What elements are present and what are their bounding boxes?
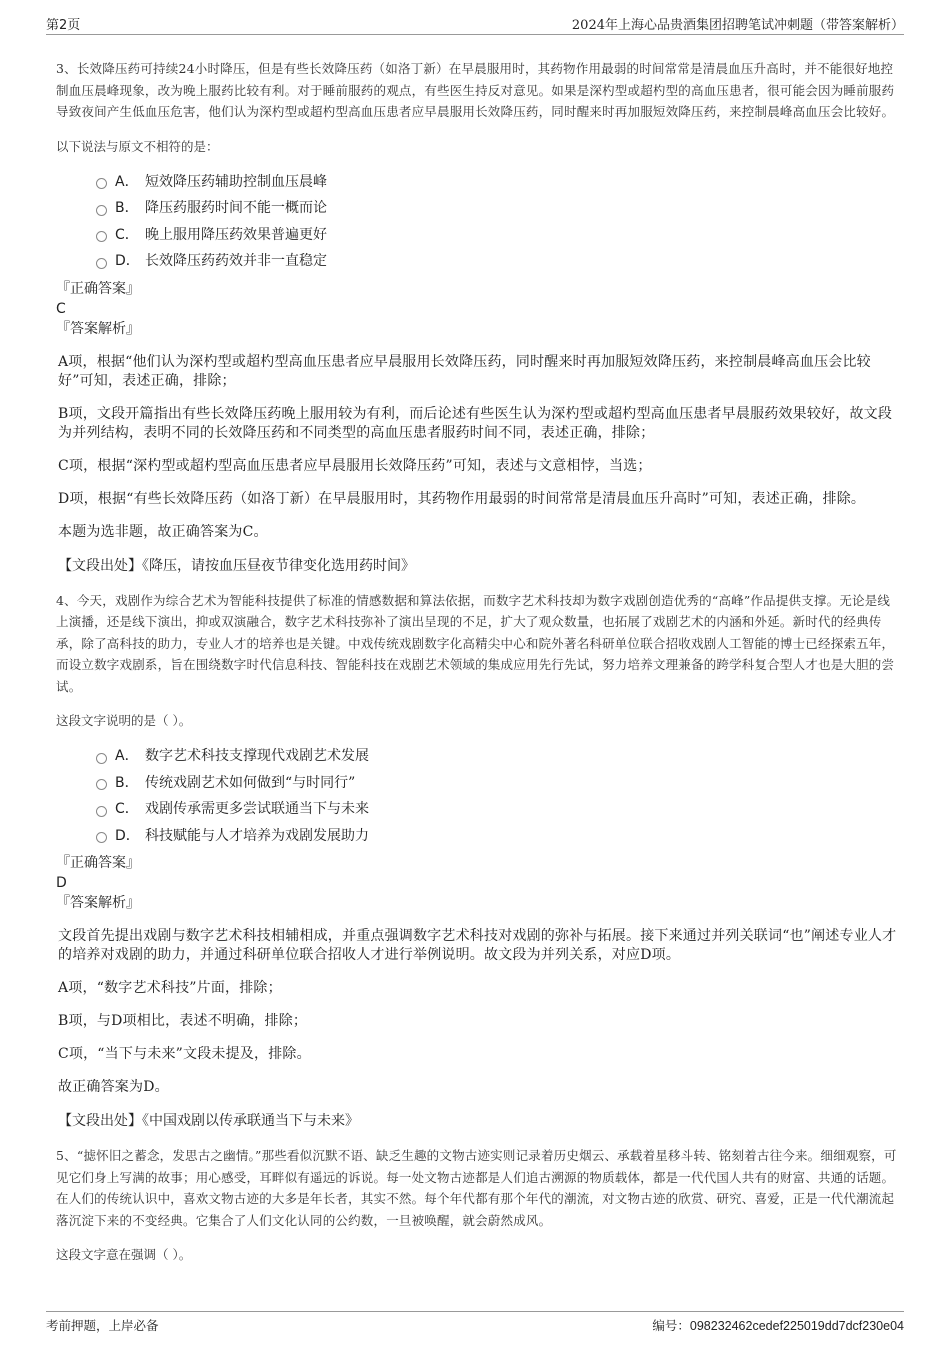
option-a[interactable]: A． 短效降压药辅助控制血压晨峰 <box>96 169 898 196</box>
analysis-heading: 『答案解析』 <box>56 895 140 911</box>
option-c[interactable]: C． 晚上服用降压药效果普遍更好 <box>96 222 898 249</box>
page-footer <box>46 1311 904 1336</box>
analysis-paragraph: B项，与D项相比，表述不明确，排除； <box>58 1013 308 1029</box>
document-title: 2024年上海心品贵酒集团招聘笔试冲刺题（带答案解析） <box>571 18 904 33</box>
question-3 <box>56 58 898 576</box>
options-list <box>96 169 898 275</box>
option-d[interactable]: D． 长效降压药药效并非一直稳定 <box>96 248 898 275</box>
analysis-paragraph: D项，根据“有些长效降压药（如洛丁新）在早晨服用时，其药物作用最弱的时间常常是清晨血压升高时”可知，表述正确，排除。 <box>58 490 866 507</box>
option-b[interactable]: B． 传统戏剧艺术如何做到“与时同行” <box>96 770 898 797</box>
footer-slogan: 考前押题，上岸必备 <box>46 1318 159 1333</box>
option-c[interactable]: C． 戏剧传承需更多尝试联通当下与未来 <box>96 796 898 823</box>
options-list <box>96 743 898 849</box>
answer-heading: 『正确答案』 <box>56 855 140 871</box>
radio-icon[interactable] <box>96 258 107 269</box>
question-prompt: 这段文字意在强调（ ）。 <box>56 1247 192 1262</box>
question-prompt: 以下说法与原文不相符的是： <box>56 138 219 154</box>
question-prompt: 这段文字说明的是（ ）。 <box>56 713 192 728</box>
analysis-paragraph: A项，根据“他们认为深杓型或超杓型高血压患者应早晨服用长效降压药，同时醒来时再加服短效降压药，来控制晨峰高血压会比较好”可知，表述正确，排除； <box>58 353 871 389</box>
page-number: 第2页 <box>46 18 81 33</box>
option-b[interactable]: B． 降压药服药时间不能一概而论 <box>96 195 898 222</box>
answer-heading: 『正确答案』 <box>56 280 140 297</box>
question-5 <box>56 1145 898 1265</box>
question-passage: 4、今天，戏剧作为综合艺术为智能科技提供了标准的情感数据和算法依据，而数字艺术科技却为数字戏剧创造优秀的“高峰”作品提供支撑。无论是线上演播，还是线下演出，抑或双演融合，数字艺术科技弥补了演出呈现的不足，扩大了观众数量，也拓展了戏剧艺术的内涵和外延。新时代的经典传承，除了高科技的助力，专业人才的培养也是关键。中戏传统戏剧数字化高精尖中心和院外著名科研单位联合招收戏剧人工智能的博士已经探索五年，而设立数字戏剧系，旨在围绕数字时代信息科技、智能科技在戏剧艺术领域的集成应用先行先试，努力培养文理兼备的跨学科复合型人才也是大胆的尝试。 <box>56 592 895 694</box>
analysis-paragraph: A项，“数字艺术科技”片面，排除； <box>58 980 282 996</box>
correct-answer: C <box>56 300 66 317</box>
analysis-paragraph: C项，根据“深杓型或超杓型高血压患者应早晨服用长效降压药”可知，表述与文意相悖，当选； <box>58 457 652 474</box>
page-header <box>46 12 904 35</box>
option-a[interactable]: A． 数字艺术科技支撑现代戏剧艺术发展 <box>96 743 898 770</box>
radio-icon[interactable] <box>96 231 107 242</box>
radio-icon[interactable] <box>96 753 107 764</box>
analysis-paragraph: 文段首先提出戏剧与数字艺术科技相辅相成，并重点强调数字艺术科技对戏剧的弥补与拓展。接下来通过并列关联词“也”阐述专业人才的培养对戏剧的助力，并通过科研单位联合招收人才进行举例说明。故文段为并列关系，对应D项。 <box>58 928 897 963</box>
question-passage: 3、长效降压药可持续24小时降压，但是有些长效降压药（如洛丁新）在早晨服用时，其药物作用最弱的时间常常是清晨血压升高时，并不能很好地控制血压晨峰现象，改为晚上服药比较有利。对于睡前服药的观点，有些医生持反对意见。如果是深杓型或超杓型的高血压患者，很可能会因为睡前服药导致夜间产生低血压危害，他们认为深杓型或超杓型高血压患者应早晨服用长效降压药，同时醒来时再加服短效降压药，来控制晨峰高血压会比较好。 <box>56 61 895 119</box>
analysis-paragraph: C项，“当下与未来”文段未提及，排除。 <box>58 1046 311 1062</box>
radio-icon[interactable] <box>96 178 107 189</box>
source-citation: 【文段出处】《降压，请按血压昼夜节律变化选用药时间》 <box>58 557 415 574</box>
radio-icon[interactable] <box>96 806 107 817</box>
analysis-paragraph: 故正确答案为D。 <box>58 1079 169 1095</box>
analysis-paragraph: B项，文段开篇指出有些长效降压药晚上服用较为有利，而后论述有些医生认为深杓型或超杓型高血压患者早晨服药效果较好，故文段为并列结构，表明不同的长效降压药和不同类型的高血压患者服药时间不同，表述正确，排除； <box>58 405 893 441</box>
analysis-paragraph: 本题为选非题，故正确答案为C。 <box>58 523 268 540</box>
question-passage: 5、“摅怀旧之蓄念，发思古之幽情。”那些看似沉默不语、缺乏生趣的文物古迹实则记录着历史烟云、承载着星移斗转、铭刻着古往今来。细细观察，可见它们身上写满的故事；用心感受，耳畔似有遥远的诉说。每一处文物古迹都是人们追古溯源的物质载体，都是一代代国人共有的财富、共通的话题。在人们的传统认识中，喜欢文物古迹的大多是年长者，其实不然。每个年代都有那个年代的潮流，对文物古迹的欣赏、研究、喜爱，正是一代代潮流起落沉淀下来的不变经典。它集合了人们文化认同的公约数，一旦被唤醒，就会蔚然成风。 <box>56 1148 897 1228</box>
source-citation: 【文段出处】《中国戏剧以传承联通当下与未来》 <box>58 1113 359 1129</box>
analysis-heading: 『答案解析』 <box>56 320 140 337</box>
radio-icon[interactable] <box>96 205 107 216</box>
radio-icon[interactable] <box>96 832 107 843</box>
main-content <box>56 58 898 1277</box>
radio-icon[interactable] <box>96 779 107 790</box>
option-d[interactable]: D． 科技赋能与人才培养为戏剧发展助力 <box>96 823 898 850</box>
correct-answer: D <box>56 875 67 891</box>
question-4 <box>56 590 898 1132</box>
document-code: 编号：098232462cedef225019dd7dcf230e04 <box>652 1318 904 1333</box>
